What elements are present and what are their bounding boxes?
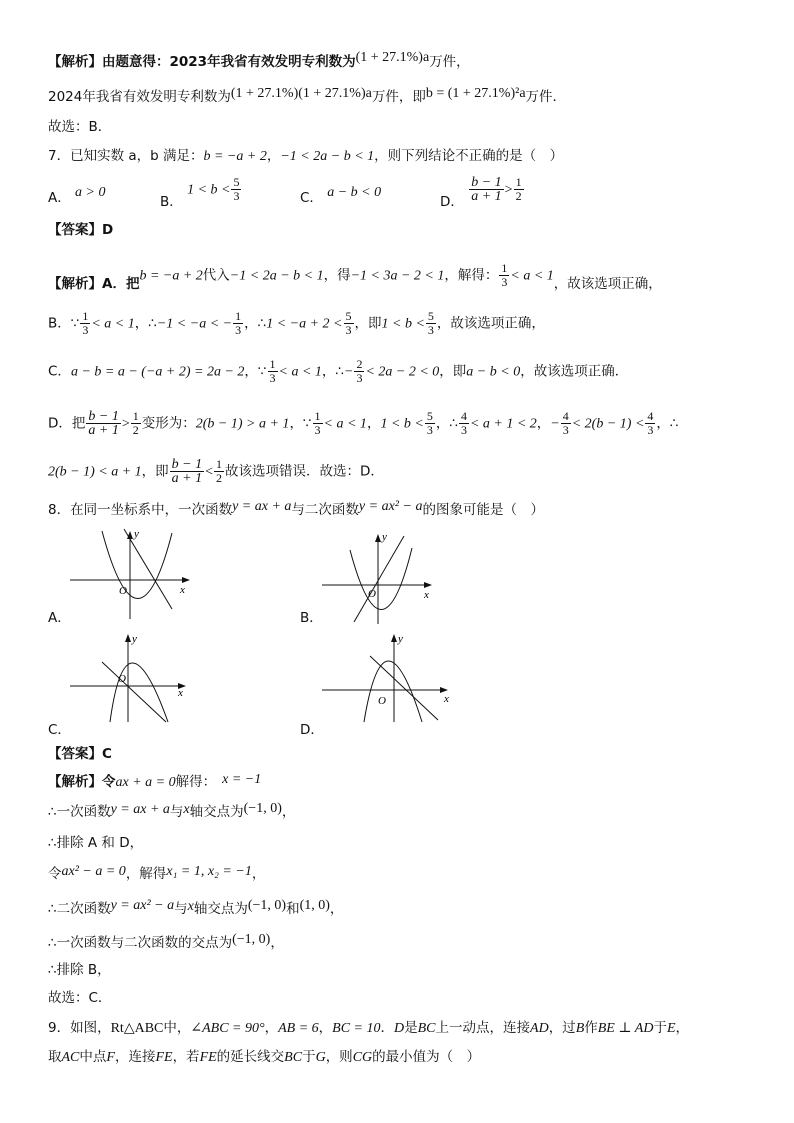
q7-stem: 7．已知实数 a，b 满足：b = −a + 2，−1 < 2a − b < 1，则下列结论不正确的是（ ） bbox=[48, 148, 564, 164]
x-label: x bbox=[444, 693, 449, 705]
q8-solution-5: ∴二次函数y = ax² − a与x轴交点为(−1, 0)和(1, 0)， bbox=[48, 898, 344, 917]
q8-label-d: D． bbox=[300, 722, 324, 738]
line bbox=[124, 529, 172, 609]
q7-option-c: C． a − b < 0 bbox=[300, 185, 382, 206]
q6-choice: 故选：B． bbox=[48, 119, 112, 135]
q7-solution-d-cont: 2(b − 1) < a + 1，即 $\frac{b - 1}{a + 1}$ < $\frac{1}{2}$ 故该选项错误．故选：D． bbox=[48, 457, 384, 486]
y-label: y bbox=[134, 528, 139, 540]
q8-solution-6: ∴一次函数与二次函数的交点为(−1, 0)， bbox=[48, 932, 284, 951]
q6-solution-line-2: 2024年我省有效发明专利数为(1 + 27.1%)(1 + 27.1%)a万件，即b = (1 + 27.1%)²a万件． bbox=[48, 86, 567, 105]
graph-option-c bbox=[68, 630, 198, 725]
origin-label: O bbox=[119, 585, 127, 597]
y-arrow-icon bbox=[391, 634, 397, 642]
y-arrow-icon bbox=[375, 534, 381, 542]
q8-label-a: A． bbox=[48, 610, 71, 626]
x-label: x bbox=[424, 589, 429, 601]
parabola bbox=[102, 531, 172, 599]
graph-option-a bbox=[68, 525, 198, 620]
q7-option-b: B． 1 < b < $\frac{5}{3}$ bbox=[160, 175, 240, 210]
parabola bbox=[350, 548, 412, 610]
q7-solution-b: B．∵ $\frac{1}{3}$ < a < 1，∴−1 < −a < − $\frac{1}{3}$ ，∴1 < −a + 2 < $\frac{5}{3}$ ，即1 < b < $\frac{5}{3}$ ，故该选项正确， bbox=[48, 309, 545, 337]
y-label: y bbox=[398, 633, 403, 645]
q9-stem-1: 9．如图，Rt△ABC中，∠ABC = 90°，AB = 6，BC = 10．D是BC上一动点，连接AD，过B作BE ⊥ AD于E， bbox=[48, 1020, 689, 1036]
graph-option-b bbox=[320, 530, 440, 625]
x-arrow-icon bbox=[182, 577, 190, 583]
q8-solution-8: 故选：C． bbox=[48, 990, 112, 1006]
q9-stem-2: 取AC中点F，连接FE，若FE的延长线交BC于G，则CG的最小值为（ ） bbox=[48, 1049, 481, 1065]
q8-solution-2: ∴一次函数y = ax + a与x轴交点为(−1, 0)， bbox=[48, 801, 296, 820]
x-arrow-icon bbox=[424, 582, 432, 588]
x-label: x bbox=[178, 687, 183, 699]
q8-solution-4: 令ax² − a = 0，解得x₁ = 1, x₂ = −1， bbox=[48, 864, 266, 882]
graph-option-d bbox=[320, 630, 458, 725]
y-label: y bbox=[132, 633, 137, 645]
q7-option-a: A． a > 0 bbox=[48, 185, 106, 206]
origin-label: O bbox=[378, 695, 386, 707]
parabola bbox=[364, 661, 422, 722]
y-arrow-icon bbox=[125, 634, 131, 642]
q8-solution-1: 【解析】令ax + a = 0解得： x = −1 bbox=[48, 772, 262, 790]
q8-stem: 8．在同一坐标系中，一次函数y = ax + a与二次函数y = ax² − a的图象可能是（ ） bbox=[48, 499, 544, 518]
q6-solution-line-1: 【解析】由题意得：2023年我省有效发明专利数为(1 + 27.1%)a万件， bbox=[48, 50, 470, 70]
q8-label-c: C． bbox=[48, 722, 71, 738]
q7-option-d: D． $\frac{b - 1}{a + 1}$ > $\frac{1}{2}$ bbox=[440, 175, 522, 210]
q7-solution-c: C．a − b = a − (−a + 2) = 2a − 2，∵ $\frac{1}{3}$ < a < 1，∴− $\frac{2}{3}$ < 2a − 2 < 0，即a − b < 0，故该选项正确． bbox=[48, 357, 629, 385]
q8-solution-3: ∴排除 A 和 D， bbox=[48, 835, 144, 851]
x-label: x bbox=[180, 584, 185, 596]
q7-answer: 【答案】D bbox=[48, 222, 114, 238]
q8-solution-7: ∴排除 B， bbox=[48, 962, 111, 978]
q8-label-b: B． bbox=[300, 610, 323, 626]
origin-label: O bbox=[368, 588, 376, 600]
q7-solution-d: D．把 $\frac{b - 1}{a + 1}$ > $\frac{1}{2}$ 变形为：2(b − 1) > a + 1，∵ $\frac{1}{3}$ < a < 1，1 < b < $\frac{5}{3}$ ，∴ $\frac{4}{3}$ < a + 1 < 2，− $\frac{4}{3}$ < 2(b − 1) < $\frac{4}{3}$ ，∴ bbox=[48, 409, 679, 438]
q7-solution-a: 【解析】A．把b = −a + 2代入−1 < 2a − b < 1，得−1 < 3a − 2 < 1，解得： $\frac{1}{3}$ < a < 1，故该选项正确， bbox=[48, 261, 662, 292]
parabola bbox=[110, 663, 168, 722]
y-label: y bbox=[382, 531, 387, 543]
line bbox=[370, 656, 438, 720]
origin-label: O bbox=[118, 673, 126, 685]
q8-answer: 【答案】C bbox=[48, 746, 112, 762]
